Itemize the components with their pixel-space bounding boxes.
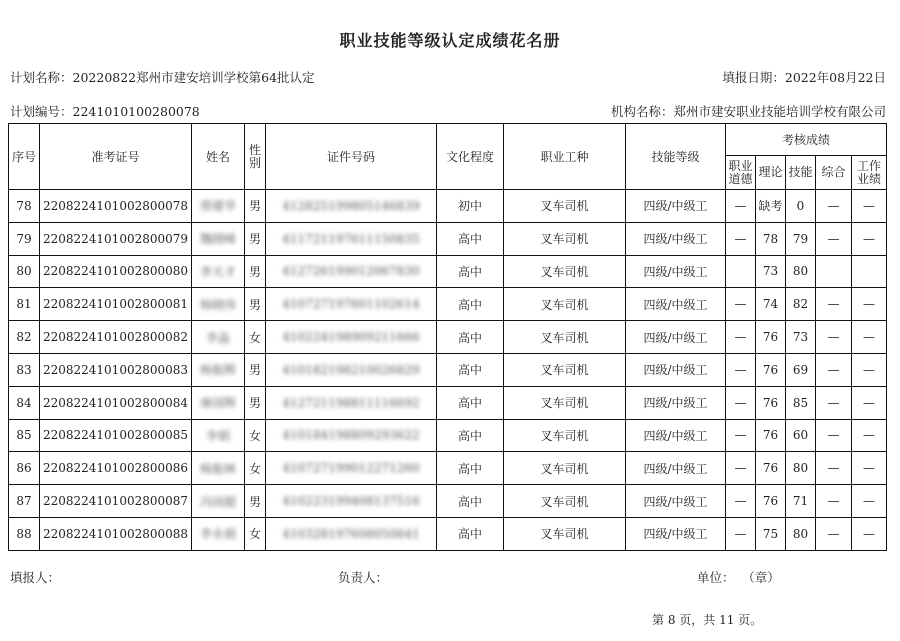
cell-ethics: — bbox=[726, 517, 756, 550]
cell-exam-no: 2208224101002800088 bbox=[40, 517, 192, 550]
cell-name bbox=[192, 288, 245, 321]
cell-job: 叉车司机 bbox=[504, 222, 626, 255]
cell-exam-no: 2208224101002800086 bbox=[40, 452, 192, 485]
cell-work-performance: — bbox=[852, 353, 887, 386]
cell-name-value: 邢建华 bbox=[199, 199, 236, 214]
cell-comprehensive: — bbox=[816, 288, 852, 321]
cell-ethics: — bbox=[726, 386, 756, 419]
table-row bbox=[9, 222, 887, 255]
cell-id-no bbox=[266, 321, 437, 354]
header-scores-group: 考核成绩 bbox=[726, 124, 887, 156]
cell-level: 四级/中级工 bbox=[626, 222, 726, 255]
cell-seq: 82 bbox=[9, 321, 40, 354]
header-name: 姓名 bbox=[192, 124, 245, 190]
cell-name-value: 杨振林 bbox=[199, 461, 236, 476]
cell-ethics: — bbox=[726, 353, 756, 386]
cell-theory: 73 bbox=[756, 255, 786, 288]
cell-gender: 男 bbox=[245, 353, 266, 386]
cell-seq: 79 bbox=[9, 222, 40, 255]
cell-job: 叉车司机 bbox=[504, 485, 626, 518]
cell-theory: 76 bbox=[756, 386, 786, 419]
report-date-value: 2022年08月22日 bbox=[784, 70, 886, 85]
header-id-no: 证件号码 bbox=[266, 124, 437, 190]
cell-name bbox=[192, 190, 245, 223]
cell-seq: 85 bbox=[9, 419, 40, 452]
cell-theory: 76 bbox=[756, 353, 786, 386]
cell-skill: 80 bbox=[786, 452, 816, 485]
cell-skill: 79 bbox=[786, 222, 816, 255]
cell-seq: 83 bbox=[9, 353, 40, 386]
cell-exam-no: 2208224101002800081 bbox=[40, 288, 192, 321]
header-gender: 性别 bbox=[245, 124, 266, 190]
organization-label: 机构名称： bbox=[610, 104, 674, 119]
cell-work-performance: — bbox=[852, 288, 887, 321]
cell-skill: 80 bbox=[786, 517, 816, 550]
cell-skill: 71 bbox=[786, 485, 816, 518]
cell-exam-no: 2208224101002800080 bbox=[40, 255, 192, 288]
cell-theory: 75 bbox=[756, 517, 786, 550]
header-theory: 理论 bbox=[756, 156, 786, 190]
cell-name-value: 李永娟 bbox=[199, 527, 236, 542]
header-education: 文化程度 bbox=[437, 124, 504, 190]
cell-seq: 84 bbox=[9, 386, 40, 419]
cell-name bbox=[192, 485, 245, 518]
table-row bbox=[9, 190, 887, 223]
cell-level: 四级/中级工 bbox=[626, 353, 726, 386]
cell-ethics: — bbox=[726, 452, 756, 485]
cell-name bbox=[192, 353, 245, 386]
cell-id-no bbox=[266, 419, 437, 452]
cell-level: 四级/中级工 bbox=[626, 386, 726, 419]
cell-id-no bbox=[266, 222, 437, 255]
cell-exam-no: 2208224101002800079 bbox=[40, 222, 192, 255]
cell-id-no bbox=[266, 255, 437, 288]
cell-exam-no: 2208224101002800082 bbox=[40, 321, 192, 354]
cell-skill: 73 bbox=[786, 321, 816, 354]
cell-ethics: — bbox=[726, 321, 756, 354]
table-row bbox=[9, 255, 887, 288]
cell-education: 高中 bbox=[437, 353, 504, 386]
cell-id-no-value: 412726199012067830 bbox=[282, 264, 420, 279]
cell-id-no-value: 412721198811116692 bbox=[282, 395, 420, 410]
cell-job: 叉车司机 bbox=[504, 386, 626, 419]
header-comprehensive: 综合 bbox=[816, 156, 852, 190]
cell-comprehensive: — bbox=[816, 353, 852, 386]
cell-theory: 78 bbox=[756, 222, 786, 255]
cell-name-value: 李晶 bbox=[205, 330, 230, 345]
cell-ethics: — bbox=[726, 222, 756, 255]
cell-id-no-value: 410224198909211666 bbox=[282, 330, 420, 345]
cell-work-performance: — bbox=[852, 222, 887, 255]
cell-level: 四级/中级工 bbox=[626, 321, 726, 354]
table-row bbox=[9, 353, 887, 386]
cell-name-value: 李天才 bbox=[199, 264, 236, 279]
cell-education: 高中 bbox=[437, 288, 504, 321]
cell-skill: 85 bbox=[786, 386, 816, 419]
table-row bbox=[9, 419, 887, 452]
cell-ethics: — bbox=[726, 419, 756, 452]
cell-education: 高中 bbox=[437, 485, 504, 518]
cell-theory: 76 bbox=[756, 452, 786, 485]
cell-education: 高中 bbox=[437, 419, 504, 452]
unit-label: 单位： bbox=[697, 570, 735, 585]
cell-work-performance: — bbox=[852, 386, 887, 419]
cell-gender: 男 bbox=[245, 190, 266, 223]
cell-job: 叉车司机 bbox=[504, 517, 626, 550]
cell-level: 四级/中级工 bbox=[626, 517, 726, 550]
cell-exam-no: 2208224101002800078 bbox=[40, 190, 192, 223]
table-row bbox=[9, 452, 887, 485]
cell-name bbox=[192, 517, 245, 550]
cell-level: 四级/中级工 bbox=[626, 190, 726, 223]
header-job: 职业工种 bbox=[504, 124, 626, 190]
header-work-performance: 工作业绩 bbox=[852, 156, 887, 190]
cell-theory: 76 bbox=[756, 485, 786, 518]
cell-gender: 女 bbox=[245, 517, 266, 550]
cell-name bbox=[192, 386, 245, 419]
cell-level: 四级/中级工 bbox=[626, 255, 726, 288]
cell-name bbox=[192, 419, 245, 452]
cell-work-performance: — bbox=[852, 190, 887, 223]
cell-id-no bbox=[266, 386, 437, 419]
cell-comprehensive: — bbox=[816, 485, 852, 518]
page-indicator: 第 8 页，共 11 页。 bbox=[652, 613, 763, 627]
cell-id-no bbox=[266, 452, 437, 485]
cell-comprehensive: — bbox=[816, 452, 852, 485]
cell-id-no bbox=[266, 190, 437, 223]
cell-skill: 80 bbox=[786, 255, 816, 288]
filler-label: 填报人： bbox=[10, 570, 61, 585]
cell-education: 高中 bbox=[437, 452, 504, 485]
cell-name-value: 李娟 bbox=[205, 428, 230, 443]
cell-theory: 缺考 bbox=[756, 190, 786, 223]
cell-id-no bbox=[266, 517, 437, 550]
cell-gender: 男 bbox=[245, 288, 266, 321]
header-exam-no: 准考证号 bbox=[40, 124, 192, 190]
cell-seq: 88 bbox=[9, 517, 40, 550]
cell-theory: 76 bbox=[756, 419, 786, 452]
cell-id-no-value: 410223199408137516 bbox=[282, 494, 420, 509]
table-row bbox=[9, 517, 887, 550]
cell-work-performance bbox=[852, 255, 887, 288]
score-roster-table bbox=[8, 123, 887, 551]
cell-ethics: — bbox=[726, 190, 756, 223]
cell-id-no-value: 410727199012271260 bbox=[282, 461, 420, 476]
cell-work-performance: — bbox=[852, 321, 887, 354]
cell-education: 高中 bbox=[437, 255, 504, 288]
cell-id-no-value: 410182198210026829 bbox=[282, 362, 420, 377]
cell-seq: 80 bbox=[9, 255, 40, 288]
cell-id-no-value: 411721197611150835 bbox=[282, 231, 420, 246]
cell-education: 高中 bbox=[437, 222, 504, 255]
cell-name-value: 魏晓峰 bbox=[199, 232, 236, 247]
cell-id-no-value: 410184198809293622 bbox=[282, 428, 420, 443]
cell-level: 四级/中级工 bbox=[626, 419, 726, 452]
cell-gender: 女 bbox=[245, 321, 266, 354]
cell-comprehensive: — bbox=[816, 419, 852, 452]
organization-line bbox=[611, 102, 886, 120]
cell-level: 四级/中级工 bbox=[626, 288, 726, 321]
cell-comprehensive bbox=[816, 255, 852, 288]
cell-name bbox=[192, 452, 245, 485]
cell-theory: 74 bbox=[756, 288, 786, 321]
cell-id-no bbox=[266, 288, 437, 321]
cell-name-value: 杨振辉 bbox=[199, 363, 236, 378]
cell-job: 叉车司机 bbox=[504, 255, 626, 288]
plan-name-value: 20220822郑州市建安培训学校第64批认定 bbox=[72, 70, 315, 85]
report-date-line bbox=[722, 68, 886, 86]
cell-id-no-value: 412825199805146839 bbox=[282, 198, 420, 213]
cell-seq: 78 bbox=[9, 190, 40, 223]
cell-gender: 女 bbox=[245, 419, 266, 452]
cell-skill: 0 bbox=[786, 190, 816, 223]
cell-education: 高中 bbox=[437, 517, 504, 550]
cell-comprehensive: — bbox=[816, 190, 852, 223]
plan-name-label: 计划名称： bbox=[10, 70, 73, 85]
plan-number-line bbox=[10, 102, 200, 120]
table-row bbox=[9, 288, 887, 321]
plan-name-line bbox=[10, 68, 315, 86]
cell-name bbox=[192, 255, 245, 288]
cell-comprehensive: — bbox=[816, 222, 852, 255]
cell-comprehensive: — bbox=[816, 517, 852, 550]
cell-name bbox=[192, 222, 245, 255]
cell-id-no-value: 410727197601102614 bbox=[282, 297, 420, 312]
cell-theory: 76 bbox=[756, 321, 786, 354]
responsible-label: 负责人： bbox=[338, 570, 389, 585]
unit-line bbox=[697, 568, 780, 586]
cell-ethics: — bbox=[726, 288, 756, 321]
header-seq: 序号 bbox=[9, 124, 40, 190]
cell-exam-no: 2208224101002800084 bbox=[40, 386, 192, 419]
plan-number-value: 2241010100280078 bbox=[72, 104, 200, 119]
cell-gender: 女 bbox=[245, 452, 266, 485]
page-title: 职业技能等级认定成绩花名册 bbox=[339, 31, 561, 50]
cell-education: 初中 bbox=[437, 190, 504, 223]
cell-work-performance: — bbox=[852, 419, 887, 452]
cell-comprehensive: — bbox=[816, 321, 852, 354]
cell-seq: 86 bbox=[9, 452, 40, 485]
cell-skill: 69 bbox=[786, 353, 816, 386]
cell-exam-no: 2208224101002800087 bbox=[40, 485, 192, 518]
cell-job: 叉车司机 bbox=[504, 288, 626, 321]
cell-job: 叉车司机 bbox=[504, 353, 626, 386]
cell-gender: 男 bbox=[245, 485, 266, 518]
cell-level: 四级/中级工 bbox=[626, 485, 726, 518]
cell-id-no bbox=[266, 485, 437, 518]
seal-text: （章） bbox=[748, 570, 780, 585]
plan-number-label: 计划编号： bbox=[10, 104, 73, 119]
cell-gender: 男 bbox=[245, 386, 266, 419]
cell-exam-no: 2208224101002800085 bbox=[40, 419, 192, 452]
cell-ethics: — bbox=[726, 485, 756, 518]
cell-job: 叉车司机 bbox=[504, 190, 626, 223]
cell-education: 高中 bbox=[437, 321, 504, 354]
cell-skill: 60 bbox=[786, 419, 816, 452]
cell-job: 叉车司机 bbox=[504, 452, 626, 485]
organization-value: 郑州市建安职业技能培训学校有限公司 bbox=[673, 104, 886, 119]
header-level: 技能等级 bbox=[626, 124, 726, 190]
cell-name-value: 冯国超 bbox=[199, 494, 236, 509]
cell-comprehensive: — bbox=[816, 386, 852, 419]
table-row bbox=[9, 485, 887, 518]
cell-seq: 87 bbox=[9, 485, 40, 518]
header-skill: 技能 bbox=[786, 156, 816, 190]
cell-ethics bbox=[726, 255, 756, 288]
cell-id-no-value: 410328197608050841 bbox=[282, 526, 420, 541]
cell-job: 叉车司机 bbox=[504, 419, 626, 452]
cell-level: 四级/中级工 bbox=[626, 452, 726, 485]
cell-name-value: 杨晓伟 bbox=[199, 297, 236, 312]
cell-gender: 男 bbox=[245, 255, 266, 288]
cell-work-performance: — bbox=[852, 452, 887, 485]
cell-name bbox=[192, 321, 245, 354]
report-date-label: 填报日期： bbox=[722, 70, 785, 85]
cell-education: 高中 bbox=[437, 386, 504, 419]
cell-skill: 82 bbox=[786, 288, 816, 321]
cell-work-performance: — bbox=[852, 517, 887, 550]
cell-work-performance: — bbox=[852, 485, 887, 518]
table-row bbox=[9, 386, 887, 419]
header-ethics: 职业道德 bbox=[726, 156, 756, 190]
table-row bbox=[9, 321, 887, 354]
cell-job: 叉车司机 bbox=[504, 321, 626, 354]
cell-exam-no: 2208224101002800083 bbox=[40, 353, 192, 386]
cell-id-no bbox=[266, 353, 437, 386]
cell-seq: 81 bbox=[9, 288, 40, 321]
cell-gender: 男 bbox=[245, 222, 266, 255]
cell-name-value: 康国辉 bbox=[199, 396, 236, 411]
